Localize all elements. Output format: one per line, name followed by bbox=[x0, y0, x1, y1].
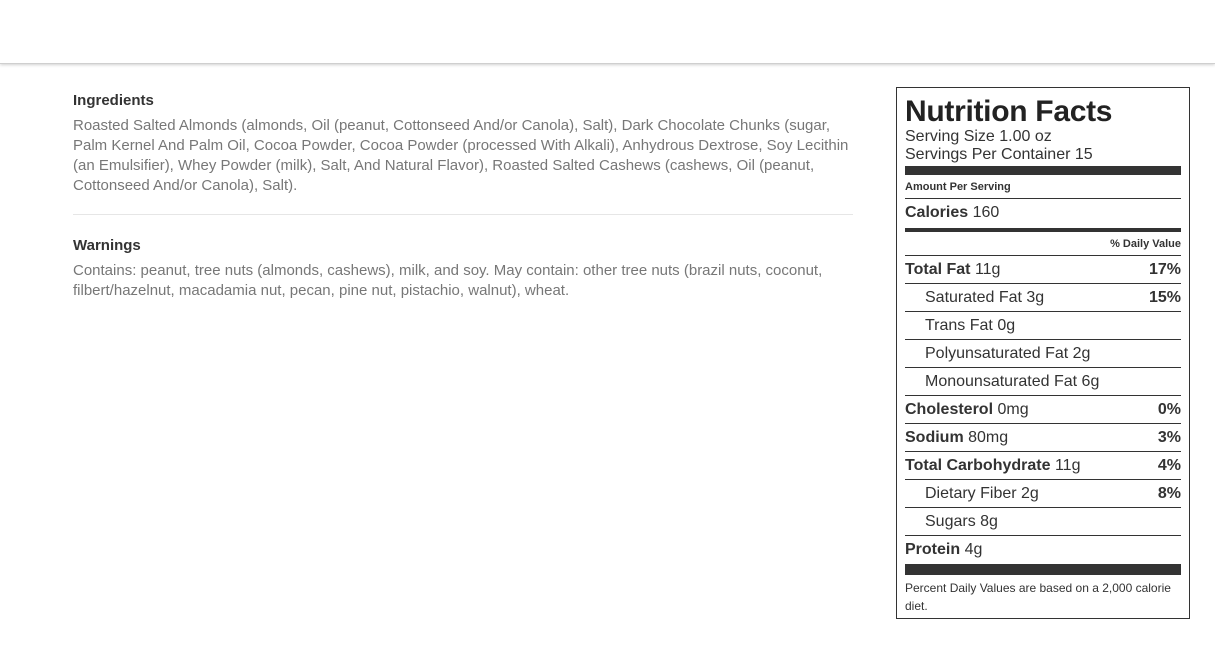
nutrient-label: Protein bbox=[905, 540, 961, 558]
nutrient-row-cholesterol bbox=[905, 396, 1181, 424]
nutrient-pct: 0% bbox=[1157, 400, 1181, 418]
nutrient-value: 2g bbox=[1072, 344, 1091, 362]
ingredients-section bbox=[73, 92, 853, 196]
serving-size: Serving Size 1.00 oz bbox=[905, 128, 1052, 145]
product-details bbox=[73, 92, 853, 301]
nutrient-value: 3g bbox=[1026, 288, 1045, 306]
nutrient-pct: 4% bbox=[1157, 456, 1181, 474]
nutrition-facts-title: Nutrition Facts bbox=[905, 95, 1113, 128]
nutrient-row-sugars bbox=[905, 508, 1181, 536]
warnings-section bbox=[73, 237, 853, 301]
warnings-title: Warnings bbox=[73, 237, 141, 254]
top-bar bbox=[0, 0, 1215, 64]
calories-label: Calories bbox=[905, 204, 969, 221]
nutrient-label: Cholesterol bbox=[905, 400, 994, 418]
thick-divider bbox=[905, 564, 1181, 575]
nutrient-pct: 3% bbox=[1157, 428, 1181, 446]
nutrient-value: 0mg bbox=[997, 400, 1029, 418]
calories-row bbox=[905, 199, 1181, 228]
nutrient-label: Trans Fat bbox=[925, 316, 993, 334]
daily-value-footnote: Percent Daily Values are based on a 2,000 calorie diet. bbox=[905, 581, 1171, 613]
nutrient-value: 11g bbox=[974, 260, 1001, 278]
calories-value: 160 bbox=[972, 204, 1000, 221]
nutrient-label: Sugars bbox=[925, 512, 976, 530]
nutrient-value: 2g bbox=[1021, 484, 1039, 502]
nutrient-row-dietary-fiber bbox=[905, 480, 1181, 508]
nutrient-row-polyunsaturated-fat bbox=[905, 340, 1181, 368]
nutrient-label: Polyunsaturated Fat bbox=[925, 344, 1069, 362]
nutrient-value: 0g bbox=[997, 316, 1016, 334]
warnings-text: Contains: peanut, tree nuts (almonds, cashews), milk, and soy. May contain: other tree nuts (brazil nuts, coconut, filbert/hazelnut, macadamia nut, pecan, pine nut, pistachio, walnut), wheat. bbox=[73, 262, 823, 299]
nutrient-row-protein bbox=[905, 536, 1181, 563]
nutrient-pct: 15% bbox=[1148, 288, 1181, 306]
nutrient-row-total-carbohydrate bbox=[905, 452, 1181, 480]
nutrition-facts-panel bbox=[896, 87, 1190, 619]
nutrient-value: 8g bbox=[980, 512, 998, 530]
nutrient-row-total-fat bbox=[905, 256, 1181, 284]
nutrient-label: Saturated Fat bbox=[925, 288, 1022, 306]
servings-per-container: Servings Per Container 15 bbox=[905, 146, 1093, 163]
nutrient-pct: 17% bbox=[1148, 260, 1181, 278]
nutrient-value: 11g bbox=[1054, 456, 1081, 474]
nutrient-value: 6g bbox=[1081, 372, 1100, 390]
nutrient-row-monounsaturated-fat bbox=[905, 368, 1181, 396]
nutrient-label: Dietary Fiber bbox=[925, 484, 1017, 502]
nutrient-label: Total Fat bbox=[905, 260, 971, 278]
nutrient-label: Total Carbohydrate bbox=[905, 456, 1051, 474]
daily-value-header: % Daily Value bbox=[905, 232, 1181, 256]
nutrient-pct: 8% bbox=[1157, 484, 1181, 502]
nutrient-row-saturated-fat bbox=[905, 284, 1181, 312]
nutrient-label: Sodium bbox=[905, 428, 964, 446]
thick-divider bbox=[905, 166, 1181, 175]
section-divider bbox=[73, 214, 853, 215]
nutrient-label: Monounsaturated Fat bbox=[925, 372, 1078, 390]
nutrient-row-trans-fat bbox=[905, 312, 1181, 340]
nutrient-value: 80mg bbox=[968, 428, 1009, 446]
ingredients-title: Ingredients bbox=[73, 92, 154, 109]
nutrient-value: 4g bbox=[964, 540, 983, 558]
ingredients-text: Roasted Salted Almonds (almonds, Oil (peanut, Cottonseed And/or Canola), Salt), Dark Chocolate Chunks (sugar, Palm Kernel And Palm Oil, Cocoa Powder, Cocoa Powder (processed With Alkali), Anhydrous Dextrose, Soy Lecithin (an Emulsifier), Whey Powder (milk), Salt, And Natural Flavor), Roasted Salted Cashews (cashews, Oil (peanut, Cottonseed And/or Canola), Salt). bbox=[73, 117, 849, 194]
amount-per-serving: Amount Per Serving bbox=[905, 178, 1181, 199]
nutrient-row-sodium bbox=[905, 424, 1181, 452]
